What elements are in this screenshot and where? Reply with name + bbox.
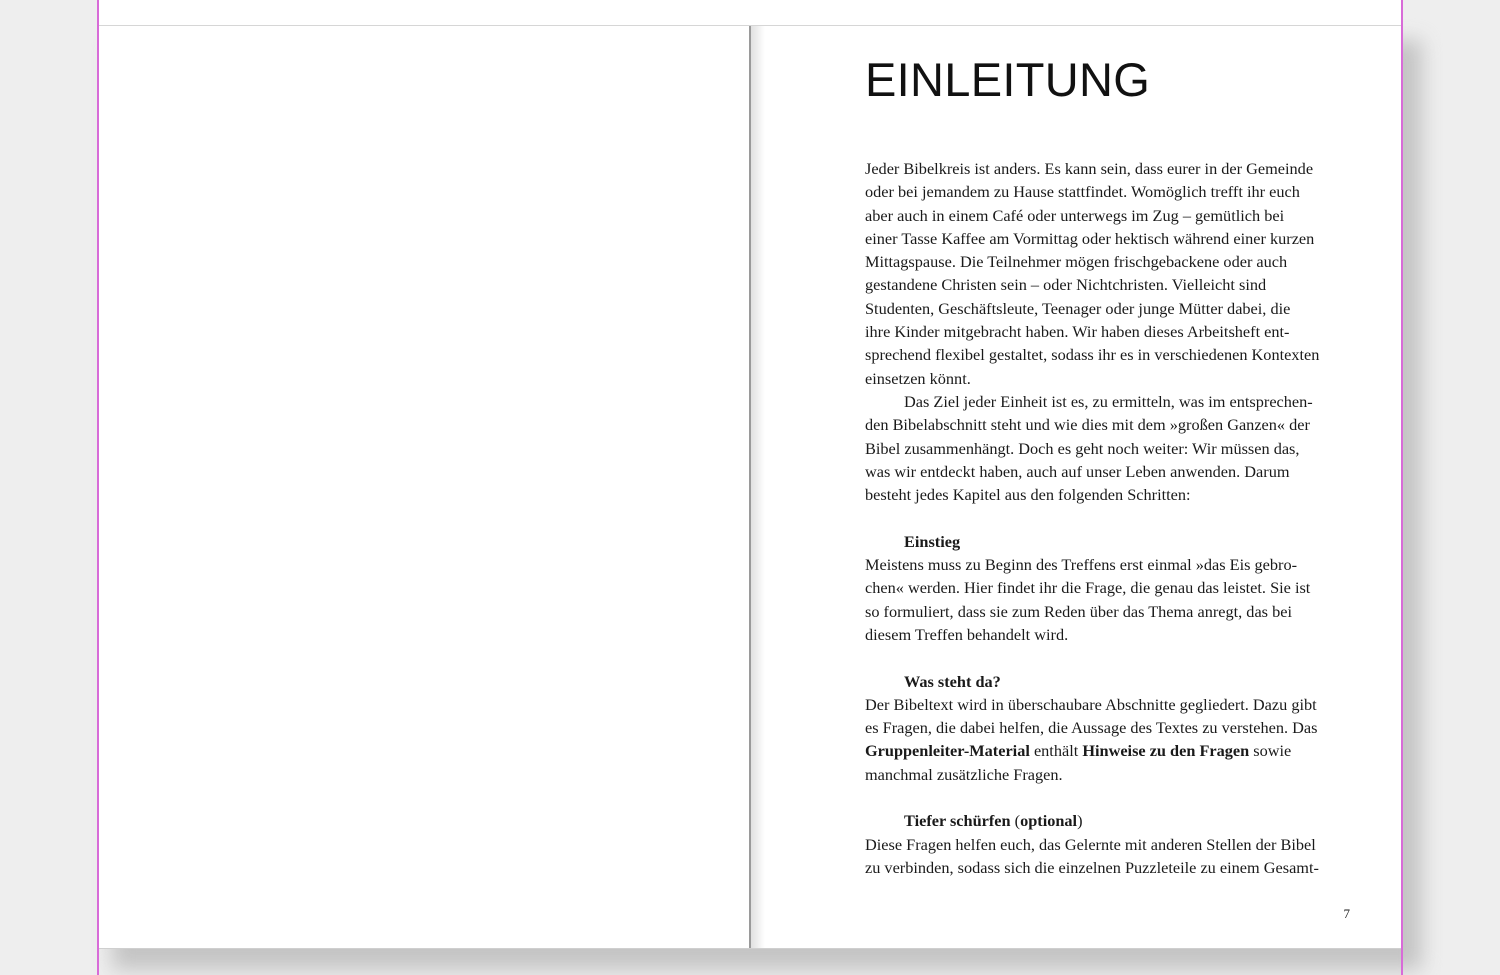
text-line: aber auch in einem Café oder unterwegs im Zug – gemütlich bei bbox=[865, 205, 1285, 225]
left-trim-guide bbox=[97, 0, 99, 975]
previous-spread-edge bbox=[99, 0, 1401, 26]
section-tiefer-schuerfen bbox=[865, 809, 1365, 879]
paragraph-gap bbox=[865, 786, 1365, 809]
text-line: was wir entdeckt haben, auch auf unser Leben anwenden. Darum bbox=[865, 461, 1290, 481]
text-line: manchmal zusätzliche Fragen. bbox=[865, 764, 1063, 784]
text-line: einer Tasse Kaffee am Vormittag oder hektisch während einer kurzen bbox=[865, 228, 1315, 248]
text-line-with-emphasis bbox=[865, 739, 1365, 762]
section-heading: Was steht da? bbox=[904, 671, 1001, 691]
text-line: Bibel zusammenhängt. Doch es geht noch weiter: Wir müssen das, bbox=[865, 438, 1300, 458]
inline-text: enthält bbox=[1029, 741, 1083, 761]
goal-paragraph bbox=[865, 390, 1365, 506]
text-line: Mittagspause. Die Teilnehmer mögen frischgebackene oder auch bbox=[865, 252, 1288, 272]
text-line: Das Ziel jeder Einheit ist es, zu ermitteln, was im entsprechen- bbox=[904, 391, 1313, 411]
paragraph-gap bbox=[865, 646, 1365, 669]
page-number: 7 bbox=[1343, 906, 1350, 921]
text-line: besteht jedes Kapitel aus den folgenden Schritten: bbox=[865, 485, 1191, 505]
text-line: zu verbinden, sodass sich die einzelnen Puzzleteile zu einem Gesamt- bbox=[865, 857, 1319, 877]
text-line: Der Bibeltext wird in überschaubare Abschnitte gegliedert. Dazu gibt bbox=[865, 694, 1317, 714]
heading-paren-close: ) bbox=[1077, 811, 1083, 831]
text-line: den Bibelabschnitt steht und wie dies mit dem »großen Ganzen« der bbox=[865, 415, 1310, 435]
text-line: Studenten, Geschäftsleute, Teenager oder junge Mütter dabei, die bbox=[865, 298, 1291, 318]
section-einstieg bbox=[865, 530, 1365, 646]
emphasis-gruppenleiter-material: Gruppenleiter-Material bbox=[865, 741, 1030, 761]
text-line: gestandene Christen sein – oder Nichtchristen. Vielleicht sind bbox=[865, 275, 1267, 295]
heading-paren-open: ( bbox=[1010, 811, 1021, 831]
text-line: diesem Treffen behandelt wird. bbox=[865, 624, 1069, 644]
paragraph-gap bbox=[865, 506, 1365, 529]
chapter-title: EINLEITUNG bbox=[865, 53, 1151, 106]
heading-main: Tiefer schürfen bbox=[904, 811, 1011, 831]
section-was-steht-da bbox=[865, 670, 1365, 786]
text-line: sprechend flexibel gestaltet, sodass ihr es in verschiedenen Kontexten bbox=[865, 345, 1320, 365]
text-line: Meistens muss zu Beginn des Treffens erst einmal »das Eis gebro- bbox=[865, 555, 1298, 575]
body-text bbox=[865, 157, 1365, 879]
right-trim-guide bbox=[1401, 0, 1403, 975]
emphasis-hinweise: Hinweise zu den Fragen bbox=[1082, 741, 1250, 761]
section-heading bbox=[865, 809, 1365, 832]
spread-bottom-edge bbox=[99, 948, 1401, 949]
text-line: Diese Fragen helfen euch, das Gelernte mit anderen Stellen der Bibel bbox=[865, 834, 1316, 854]
section-heading: Einstieg bbox=[904, 531, 961, 551]
intro-paragraph bbox=[865, 157, 1365, 390]
text-line: es Fragen, die dabei helfen, die Aussage des Textes zu verstehen. Das bbox=[865, 718, 1318, 738]
heading-optional: optional bbox=[1020, 811, 1078, 831]
gutter-shade bbox=[751, 26, 765, 949]
left-page bbox=[99, 26, 749, 949]
inline-text: sowie bbox=[1249, 741, 1292, 761]
text-line: einsetzen könnt. bbox=[865, 368, 971, 388]
text-line: oder bei jemandem zu Hause stattfindet. Womöglich trefft ihr euch bbox=[865, 182, 1300, 202]
text-line: chen« werden. Hier findet ihr die Frage, die genau das leistet. Sie ist bbox=[865, 578, 1311, 598]
text-line: Jeder Bibelkreis ist anders. Es kann sein, dass eurer in der Gemeinde bbox=[865, 159, 1314, 178]
text-line: so formuliert, dass sie zum Reden über das Thema anregt, das bei bbox=[865, 601, 1292, 621]
text-line: ihre Kinder mitgebracht haben. Wir haben dieses Arbeitsheft ent- bbox=[865, 322, 1290, 342]
